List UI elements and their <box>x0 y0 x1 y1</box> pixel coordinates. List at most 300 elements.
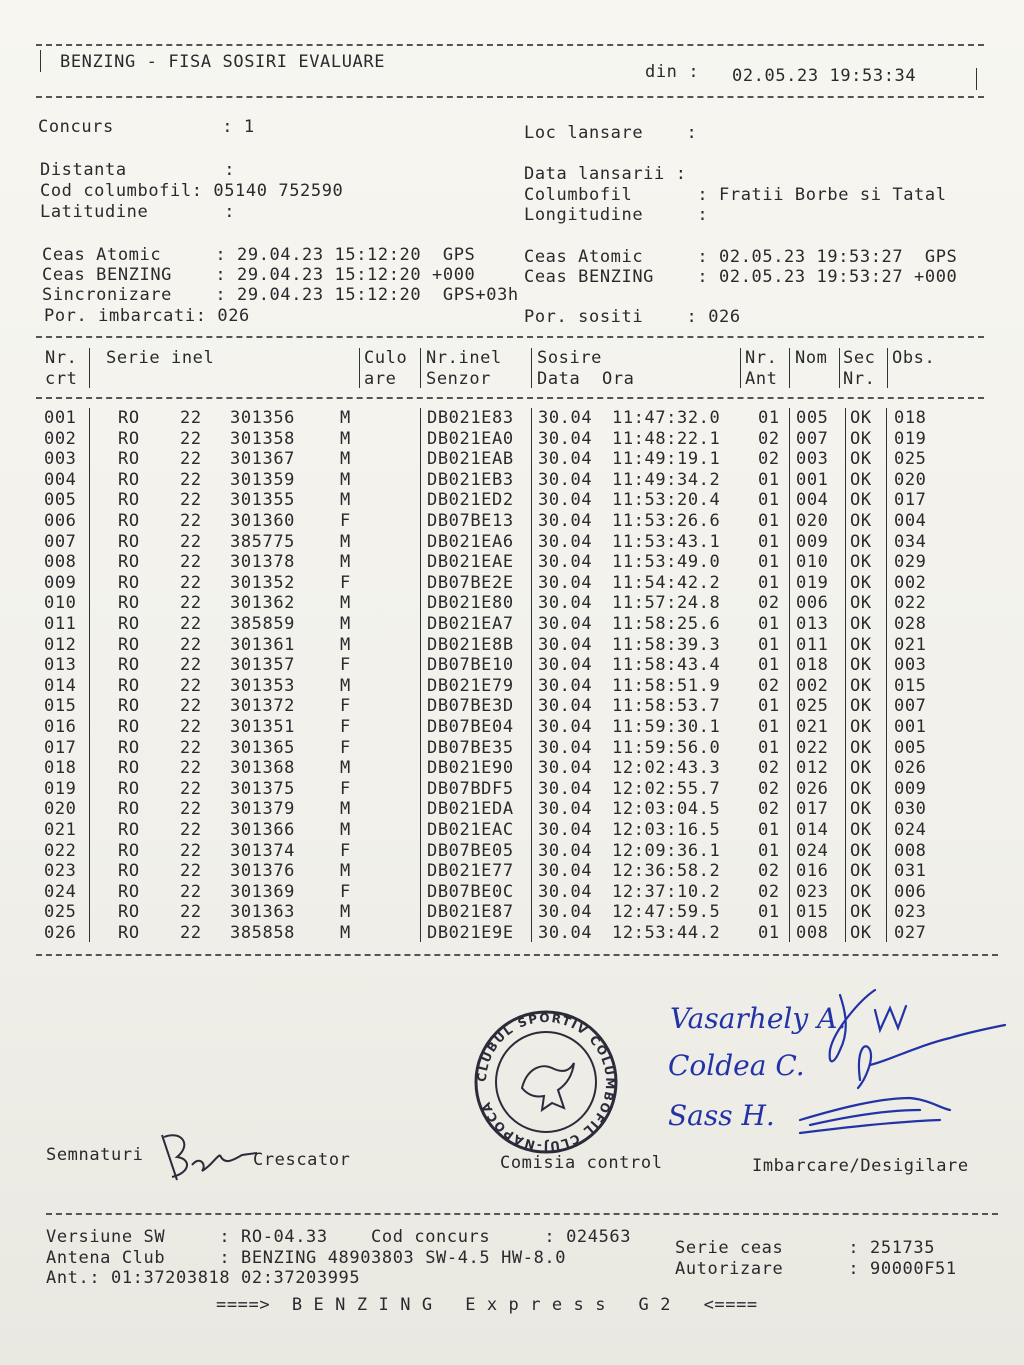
divider <box>89 408 90 942</box>
header-culoare: Culo <box>364 348 408 368</box>
row-ant: 01 <box>758 469 780 490</box>
row-nr: 018 <box>44 758 77 779</box>
row-ring: 301359 <box>230 469 296 490</box>
row-ring: 301366 <box>230 820 296 840</box>
row-sensor: DB07BE04 <box>427 717 514 737</box>
row-sex: F <box>340 572 351 593</box>
row-obs: 001 <box>894 717 927 737</box>
row-year: 22 <box>180 861 202 882</box>
print-date: 02.05.23 19:53:34 <box>732 66 917 86</box>
row-time: 12:02:55.7 <box>612 778 721 799</box>
row-ring: 301365 <box>230 737 296 758</box>
row-nom: 023 <box>796 881 829 902</box>
row-date: 30.04 <box>538 572 593 593</box>
row-obs: 025 <box>894 449 927 470</box>
header-sosire: Sosire <box>537 348 603 368</box>
divider <box>420 348 421 388</box>
row-sec: OK <box>850 469 872 490</box>
row-date: 30.04 <box>538 758 593 779</box>
divider <box>887 348 888 388</box>
row-nom: 006 <box>796 593 829 614</box>
row-time: 11:53:49.0 <box>612 552 721 573</box>
row-date: 30.04 <box>538 449 593 470</box>
row-obs: 002 <box>894 572 927 593</box>
row-date: 30.04 <box>538 696 593 717</box>
signature-text-1: Vasarhely A. <box>670 1002 847 1035</box>
header-serie: Serie inel <box>106 348 215 368</box>
row-year: 22 <box>180 799 202 820</box>
row-sex: F <box>340 737 351 758</box>
row-time: 11:47:32.0 <box>612 408 721 428</box>
row-date: 30.04 <box>538 634 593 655</box>
row-date: 30.04 <box>538 840 593 861</box>
row-date: 30.04 <box>538 717 593 737</box>
row-obs: 027 <box>894 923 927 943</box>
row-nr: 022 <box>44 840 77 861</box>
row-time: 11:53:26.6 <box>612 511 721 531</box>
row-nr: 010 <box>44 593 77 614</box>
row-time: 11:53:43.1 <box>612 531 721 552</box>
row-ring: 301361 <box>230 634 296 655</box>
row-nr: 016 <box>44 717 77 737</box>
divider <box>36 336 984 338</box>
divider <box>36 44 984 46</box>
row-sex: M <box>340 675 351 696</box>
row-country: RO <box>118 737 140 758</box>
divider <box>740 348 741 388</box>
row-year: 22 <box>180 593 202 614</box>
divider <box>845 408 846 942</box>
row-time: 11:58:43.4 <box>612 655 721 676</box>
row-sec: OK <box>850 861 872 882</box>
row-nr: 008 <box>44 552 77 573</box>
row-time: 11:58:25.6 <box>612 614 721 634</box>
row-ant: 01 <box>758 717 780 737</box>
row-date: 30.04 <box>538 593 593 614</box>
row-obs: 008 <box>894 840 927 861</box>
row-country: RO <box>118 634 140 655</box>
row-sec: OK <box>850 758 872 779</box>
divider <box>36 954 998 956</box>
header-culoare-2: are <box>364 369 397 389</box>
row-ant: 02 <box>758 778 780 799</box>
row-sex: M <box>340 490 351 511</box>
row-sex: F <box>340 881 351 902</box>
row-ring: 301374 <box>230 840 296 861</box>
row-nom: 025 <box>796 696 829 717</box>
row-ring: 301351 <box>230 717 296 737</box>
clock-left-2: Ceas BENZING : 29.04.23 15:12:20 +000 <box>42 265 476 285</box>
row-sensor: DB07BE05 <box>427 840 514 861</box>
row-nr: 020 <box>44 799 77 820</box>
row-time: 11:49:34.2 <box>612 469 721 490</box>
row-date: 30.04 <box>538 902 593 923</box>
row-ant: 02 <box>758 675 780 696</box>
row-obs: 015 <box>894 675 927 696</box>
divider <box>36 96 984 98</box>
pigeons-arrived: Por. sositi : 026 <box>524 307 741 327</box>
row-year: 22 <box>180 737 202 758</box>
header-nom: Nom <box>795 348 828 368</box>
row-obs: 031 <box>894 861 927 882</box>
row-ring: 301363 <box>230 902 296 923</box>
row-sensor: DB07BE13 <box>427 511 514 531</box>
row-sec: OK <box>850 923 872 943</box>
row-time: 12:47:59.5 <box>612 902 721 923</box>
row-country: RO <box>118 881 140 902</box>
row-sex: M <box>340 469 351 490</box>
row-date: 30.04 <box>538 428 593 449</box>
row-obs: 034 <box>894 531 927 552</box>
row-sec: OK <box>850 614 872 634</box>
row-ring: 301353 <box>230 675 296 696</box>
row-year: 22 <box>180 820 202 840</box>
row-time: 12:37:10.2 <box>612 881 721 902</box>
row-nom: 004 <box>796 490 829 511</box>
row-sec: OK <box>850 408 872 428</box>
row-sensor: DB07BE35 <box>427 737 514 758</box>
divider <box>976 68 977 90</box>
row-obs: 024 <box>894 820 927 840</box>
row-year: 22 <box>180 902 202 923</box>
header-ant-2: Ant <box>745 369 778 389</box>
row-year: 22 <box>180 881 202 902</box>
row-nom: 003 <box>796 449 829 470</box>
row-sensor: DB021EB3 <box>427 469 514 490</box>
row-date: 30.04 <box>538 511 593 531</box>
row-obs: 028 <box>894 614 927 634</box>
row-year: 22 <box>180 778 202 799</box>
row-ant: 02 <box>758 758 780 779</box>
row-sec: OK <box>850 799 872 820</box>
row-country: RO <box>118 552 140 573</box>
row-nr: 025 <box>44 902 77 923</box>
row-ant: 02 <box>758 428 780 449</box>
divider <box>46 1213 998 1215</box>
row-sensor: DB07BDF5 <box>427 778 514 799</box>
row-country: RO <box>118 717 140 737</box>
row-year: 22 <box>180 490 202 511</box>
row-date: 30.04 <box>538 655 593 676</box>
row-ring: 301368 <box>230 758 296 779</box>
row-nom: 022 <box>796 737 829 758</box>
row-year: 22 <box>180 469 202 490</box>
row-ring: 301355 <box>230 490 296 511</box>
row-sec: OK <box>850 717 872 737</box>
row-nr: 007 <box>44 531 77 552</box>
row-obs: 030 <box>894 799 927 820</box>
footer-serie-ceas: Serie ceas : 251735 <box>675 1238 936 1258</box>
row-year: 22 <box>180 552 202 573</box>
row-ant: 01 <box>758 572 780 593</box>
row-sensor: DB021EAC <box>427 820 514 840</box>
row-sex: F <box>340 778 351 799</box>
row-year: 22 <box>180 923 202 943</box>
row-country: RO <box>118 820 140 840</box>
row-year: 22 <box>180 428 202 449</box>
row-sex: F <box>340 696 351 717</box>
row-ring: 301376 <box>230 861 296 882</box>
row-sensor: DB021EDA <box>427 799 514 820</box>
row-country: RO <box>118 840 140 861</box>
info-data-lansarii: Data lansarii : <box>524 164 687 184</box>
row-country: RO <box>118 428 140 449</box>
row-sec: OK <box>850 593 872 614</box>
info-cod-columbofil: Cod columbofil: 05140 752590 <box>40 181 344 201</box>
row-date: 30.04 <box>538 923 593 943</box>
row-ring: 301375 <box>230 778 296 799</box>
row-date: 30.04 <box>538 552 593 573</box>
row-time: 11:59:56.0 <box>612 737 721 758</box>
row-country: RO <box>118 799 140 820</box>
row-ring: 301369 <box>230 881 296 902</box>
header-crt: crt <box>45 369 78 389</box>
row-obs: 019 <box>894 428 927 449</box>
row-sec: OK <box>850 902 872 923</box>
row-nom: 013 <box>796 614 829 634</box>
row-nr: 014 <box>44 675 77 696</box>
row-year: 22 <box>180 572 202 593</box>
row-time: 11:53:20.4 <box>612 490 721 511</box>
row-country: RO <box>118 449 140 470</box>
row-sex: F <box>340 840 351 861</box>
row-sec: OK <box>850 820 872 840</box>
row-sex: M <box>340 902 351 923</box>
row-date: 30.04 <box>538 737 593 758</box>
header-ant: Nr. <box>745 348 778 368</box>
handwritten-signatures <box>660 970 1020 1140</box>
row-sensor: DB021EA7 <box>427 614 514 634</box>
row-nom: 007 <box>796 428 829 449</box>
divider <box>789 408 790 942</box>
row-nom: 021 <box>796 717 829 737</box>
row-sex: M <box>340 614 351 634</box>
row-sensor: DB021E79 <box>427 675 514 696</box>
divider <box>420 408 421 942</box>
stamp-text: CLUBUL SPORTIV COLUMBOFIL CLUJ-NAPOCA <box>474 1010 618 1154</box>
row-sex: M <box>340 923 351 943</box>
row-ring: 301356 <box>230 408 296 428</box>
row-obs: 009 <box>894 778 927 799</box>
row-date: 30.04 <box>538 820 593 840</box>
row-year: 22 <box>180 840 202 861</box>
divider <box>36 397 984 399</box>
signature-text-3: Sass H. <box>668 1099 775 1132</box>
row-date: 30.04 <box>538 861 593 882</box>
row-sex: M <box>340 449 351 470</box>
row-ring: 301378 <box>230 552 296 573</box>
row-year: 22 <box>180 634 202 655</box>
divider <box>40 50 41 72</box>
row-country: RO <box>118 469 140 490</box>
row-sec: OK <box>850 572 872 593</box>
row-date: 30.04 <box>538 614 593 634</box>
info-columbofil: Columbofil : Fratii Borbe si Tatal <box>524 185 947 205</box>
row-ant: 01 <box>758 655 780 676</box>
row-ring: 385858 <box>230 923 296 943</box>
row-obs: 023 <box>894 902 927 923</box>
divider <box>789 348 790 388</box>
row-nr: 021 <box>44 820 77 840</box>
row-sex: M <box>340 861 351 882</box>
header-sec-2: Nr. <box>843 369 876 389</box>
row-date: 30.04 <box>538 469 593 490</box>
row-sex: M <box>340 820 351 840</box>
row-sex: F <box>340 717 351 737</box>
row-year: 22 <box>180 614 202 634</box>
row-ant: 01 <box>758 490 780 511</box>
row-nr: 023 <box>44 861 77 882</box>
row-ant: 02 <box>758 593 780 614</box>
header-senzor: Nr.inel <box>426 348 502 368</box>
header-senzor-2: Senzor <box>426 369 492 389</box>
row-sensor: DB021EA6 <box>427 531 514 552</box>
row-sec: OK <box>850 778 872 799</box>
row-nr: 004 <box>44 469 77 490</box>
row-nom: 019 <box>796 572 829 593</box>
row-obs: 022 <box>894 593 927 614</box>
row-nom: 009 <box>796 531 829 552</box>
header-sec: Sec <box>843 348 876 368</box>
row-time: 11:59:30.1 <box>612 717 721 737</box>
row-nom: 002 <box>796 675 829 696</box>
row-date: 30.04 <box>538 408 593 428</box>
info-latitudine: Latitudine : <box>40 202 236 222</box>
row-ant: 02 <box>758 449 780 470</box>
page-title: BENZING - FISA SOSIRI EVALUARE <box>60 52 386 72</box>
row-nom: 010 <box>796 552 829 573</box>
info-distanta: Distanta : <box>40 160 236 180</box>
row-sensor: DB021E9E <box>427 923 514 943</box>
row-ant: 01 <box>758 408 780 428</box>
row-country: RO <box>118 923 140 943</box>
row-ant: 02 <box>758 861 780 882</box>
row-sensor: DB021E90 <box>427 758 514 779</box>
row-year: 22 <box>180 531 202 552</box>
row-sensor: DB021E77 <box>427 861 514 882</box>
row-obs: 026 <box>894 758 927 779</box>
clock-left-1: Ceas Atomic : 29.04.23 15:12:20 GPS <box>42 245 476 265</box>
row-sex: M <box>340 634 351 655</box>
row-sec: OK <box>850 634 872 655</box>
row-ring: 385775 <box>230 531 296 552</box>
row-ring: 301362 <box>230 593 296 614</box>
row-ant: 01 <box>758 923 780 943</box>
row-date: 30.04 <box>538 778 593 799</box>
row-nom: 008 <box>796 923 829 943</box>
header-obs: Obs. <box>892 348 936 368</box>
row-ant: 02 <box>758 881 780 902</box>
row-nr: 005 <box>44 490 77 511</box>
row-sensor: DB021E80 <box>427 593 514 614</box>
info-loc-lansare: Loc lansare : <box>524 123 698 143</box>
row-sec: OK <box>850 675 872 696</box>
row-sensor: DB021E8B <box>427 634 514 655</box>
label-semnaturi: Semnaturi <box>46 1145 144 1165</box>
row-time: 12:09:36.1 <box>612 840 721 861</box>
row-time: 11:57:24.8 <box>612 593 721 614</box>
row-year: 22 <box>180 717 202 737</box>
row-obs: 005 <box>894 737 927 758</box>
row-sec: OK <box>850 696 872 717</box>
row-time: 12:02:43.3 <box>612 758 721 779</box>
row-ant: 01 <box>758 552 780 573</box>
row-time: 12:03:04.5 <box>612 799 721 820</box>
row-nom: 024 <box>796 840 829 861</box>
row-nr: 006 <box>44 511 77 531</box>
pigeons-boarded: Por. imbarcati: 026 <box>44 306 250 326</box>
row-sex: M <box>340 593 351 614</box>
footer-express: ====> B E N Z I N G E x p r e s s G 2 <==== <box>216 1295 758 1315</box>
row-sec: OK <box>850 655 872 676</box>
row-nr: 012 <box>44 634 77 655</box>
row-ant: 01 <box>758 511 780 531</box>
row-nom: 012 <box>796 758 829 779</box>
row-ant: 01 <box>758 840 780 861</box>
row-ring: 301357 <box>230 655 296 676</box>
row-nom: 016 <box>796 861 829 882</box>
header-data-ora: Data Ora <box>537 369 635 389</box>
row-ring: 301360 <box>230 511 296 531</box>
row-sensor: DB021E83 <box>427 408 514 428</box>
row-time: 11:48:22.1 <box>612 428 721 449</box>
divider <box>531 408 532 942</box>
row-sex: F <box>340 511 351 531</box>
divider <box>89 348 90 388</box>
crescator-signature <box>152 1125 262 1185</box>
row-nr: 015 <box>44 696 77 717</box>
row-sex: M <box>340 758 351 779</box>
row-sex: M <box>340 408 351 428</box>
row-sex: M <box>340 799 351 820</box>
row-obs: 007 <box>894 696 927 717</box>
row-obs: 017 <box>894 490 927 511</box>
row-ring: 301352 <box>230 572 296 593</box>
row-country: RO <box>118 593 140 614</box>
row-date: 30.04 <box>538 490 593 511</box>
signature-text-2: Coldea C. <box>668 1049 805 1082</box>
row-country: RO <box>118 572 140 593</box>
row-country: RO <box>118 655 140 676</box>
row-year: 22 <box>180 696 202 717</box>
clock-left-3: Sincronizare : 29.04.23 15:12:20 GPS+03h <box>42 285 519 305</box>
row-sex: M <box>340 531 351 552</box>
row-country: RO <box>118 511 140 531</box>
row-country: RO <box>118 696 140 717</box>
row-ant: 01 <box>758 614 780 634</box>
row-sec: OK <box>850 490 872 511</box>
row-sec: OK <box>850 737 872 758</box>
row-ring: 301379 <box>230 799 296 820</box>
row-year: 22 <box>180 511 202 531</box>
row-ant: 01 <box>758 634 780 655</box>
row-time: 11:58:39.3 <box>612 634 721 655</box>
row-year: 22 <box>180 655 202 676</box>
footer-autorizare: Autorizare : 90000F51 <box>675 1259 957 1279</box>
row-sensor: DB07BE10 <box>427 655 514 676</box>
row-nom: 001 <box>796 469 829 490</box>
row-nom: 015 <box>796 902 829 923</box>
row-ant: 01 <box>758 696 780 717</box>
divider <box>839 348 840 388</box>
row-year: 22 <box>180 449 202 470</box>
row-sensor: DB07BE2E <box>427 572 514 593</box>
row-country: RO <box>118 408 140 428</box>
row-nom: 005 <box>796 408 829 428</box>
row-nr: 002 <box>44 428 77 449</box>
info-concurs: Concurs : 1 <box>38 117 255 137</box>
row-sensor: DB021ED2 <box>427 490 514 511</box>
